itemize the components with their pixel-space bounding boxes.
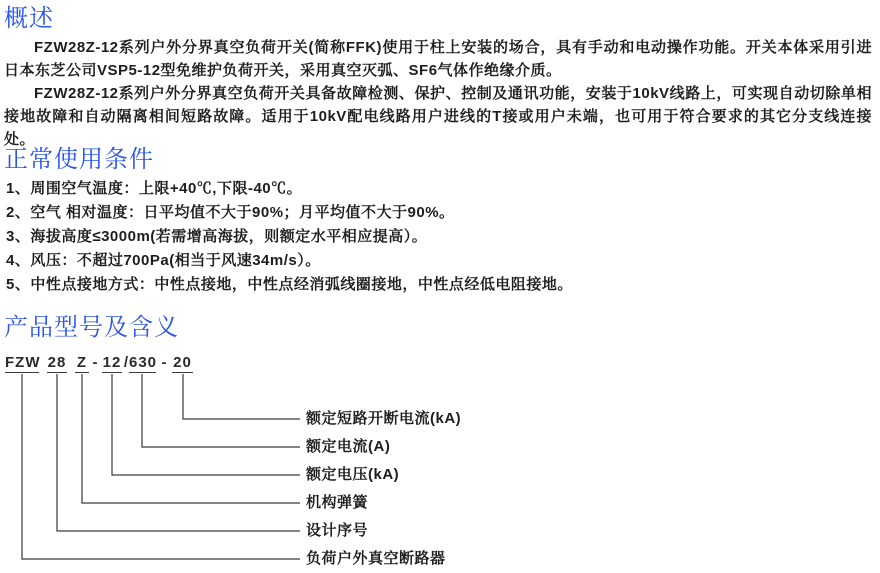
diagram-label-rated-short-circuit-breaking-current: 额定短路开断电流(kA) [306,410,462,427]
model-separator-slash: / [123,354,129,371]
model-part-rated-current: 630 [129,354,158,371]
condition-item-1: 1、周围空气温度：上限+40℃,下限-40℃。 [6,180,303,197]
condition-item-5: 5、中性点接地方式：中性点接地，中性点经消弧线圈接地，中性点经低电阻接地。 [6,276,573,293]
section-heading-overview: 概述 [4,5,54,32]
overview-paragraph-2: FZW28Z-12系列户外分界真空负荷开关具备故障检测、保护、控制及通讯功能，安装于10kV线路上，可实现自动切除单相接地故障和自动隔离相间短路故障。适用于10kV配电线路用户进线的T接或用户未端，也可用于符合要求的其它分支线连接处。 [4,85,872,148]
conditions-list [6,177,872,297]
model-designation-diagram [0,352,470,573]
model-separator-dash-1: - [92,354,98,371]
condition-item-4: 4、风压：不超过700Pa(相当于风速34m/s）。 [6,252,321,269]
diagram-label-outdoor-vacuum-load-breaker: 负荷户外真空断路器 [306,550,446,567]
model-part-breaking-current: 20 [173,354,192,371]
diagram-label-mechanism-spring: 机构弹簧 [306,494,369,511]
diagram-label-rated-voltage: 额定电压(kA) [306,466,400,483]
overview-paragraphs [4,36,872,151]
model-part-mechanism-spring: Z [76,354,88,371]
model-separator-dash-2: - [161,354,167,371]
section-heading-normal-use-conditions: 正常使用条件 [4,146,154,173]
condition-item-3: 3、海拔高度≤3000m(若需增高海拔，则额定水平相应提高）。 [6,228,428,245]
condition-item-2: 2、空气 相对温度：日平均值不大于90%；月平均值不大于90%。 [6,204,455,221]
diagram-label-design-serial-number: 设计序号 [306,522,369,539]
diagram-connector-lines [0,352,470,573]
model-part-rated-voltage: 12 [102,354,122,371]
overview-paragraph-1: FZW28Z-12系列户外分界真空负荷开关(简称FFK)使用于柱上安装的场合，具有手动和电动操作功能。开关本体采用引进日本东芝公司VSP5-12型免维护负荷开关，采用真空灭弧、SF6气体作绝缘介质。 [4,39,872,79]
model-part-series-fzw: FZW [5,354,41,371]
model-part-design-number: 28 [47,354,67,371]
diagram-label-rated-current: 额定电流(A) [306,438,391,455]
section-heading-model-designation: 产品型号及含义 [4,314,179,341]
